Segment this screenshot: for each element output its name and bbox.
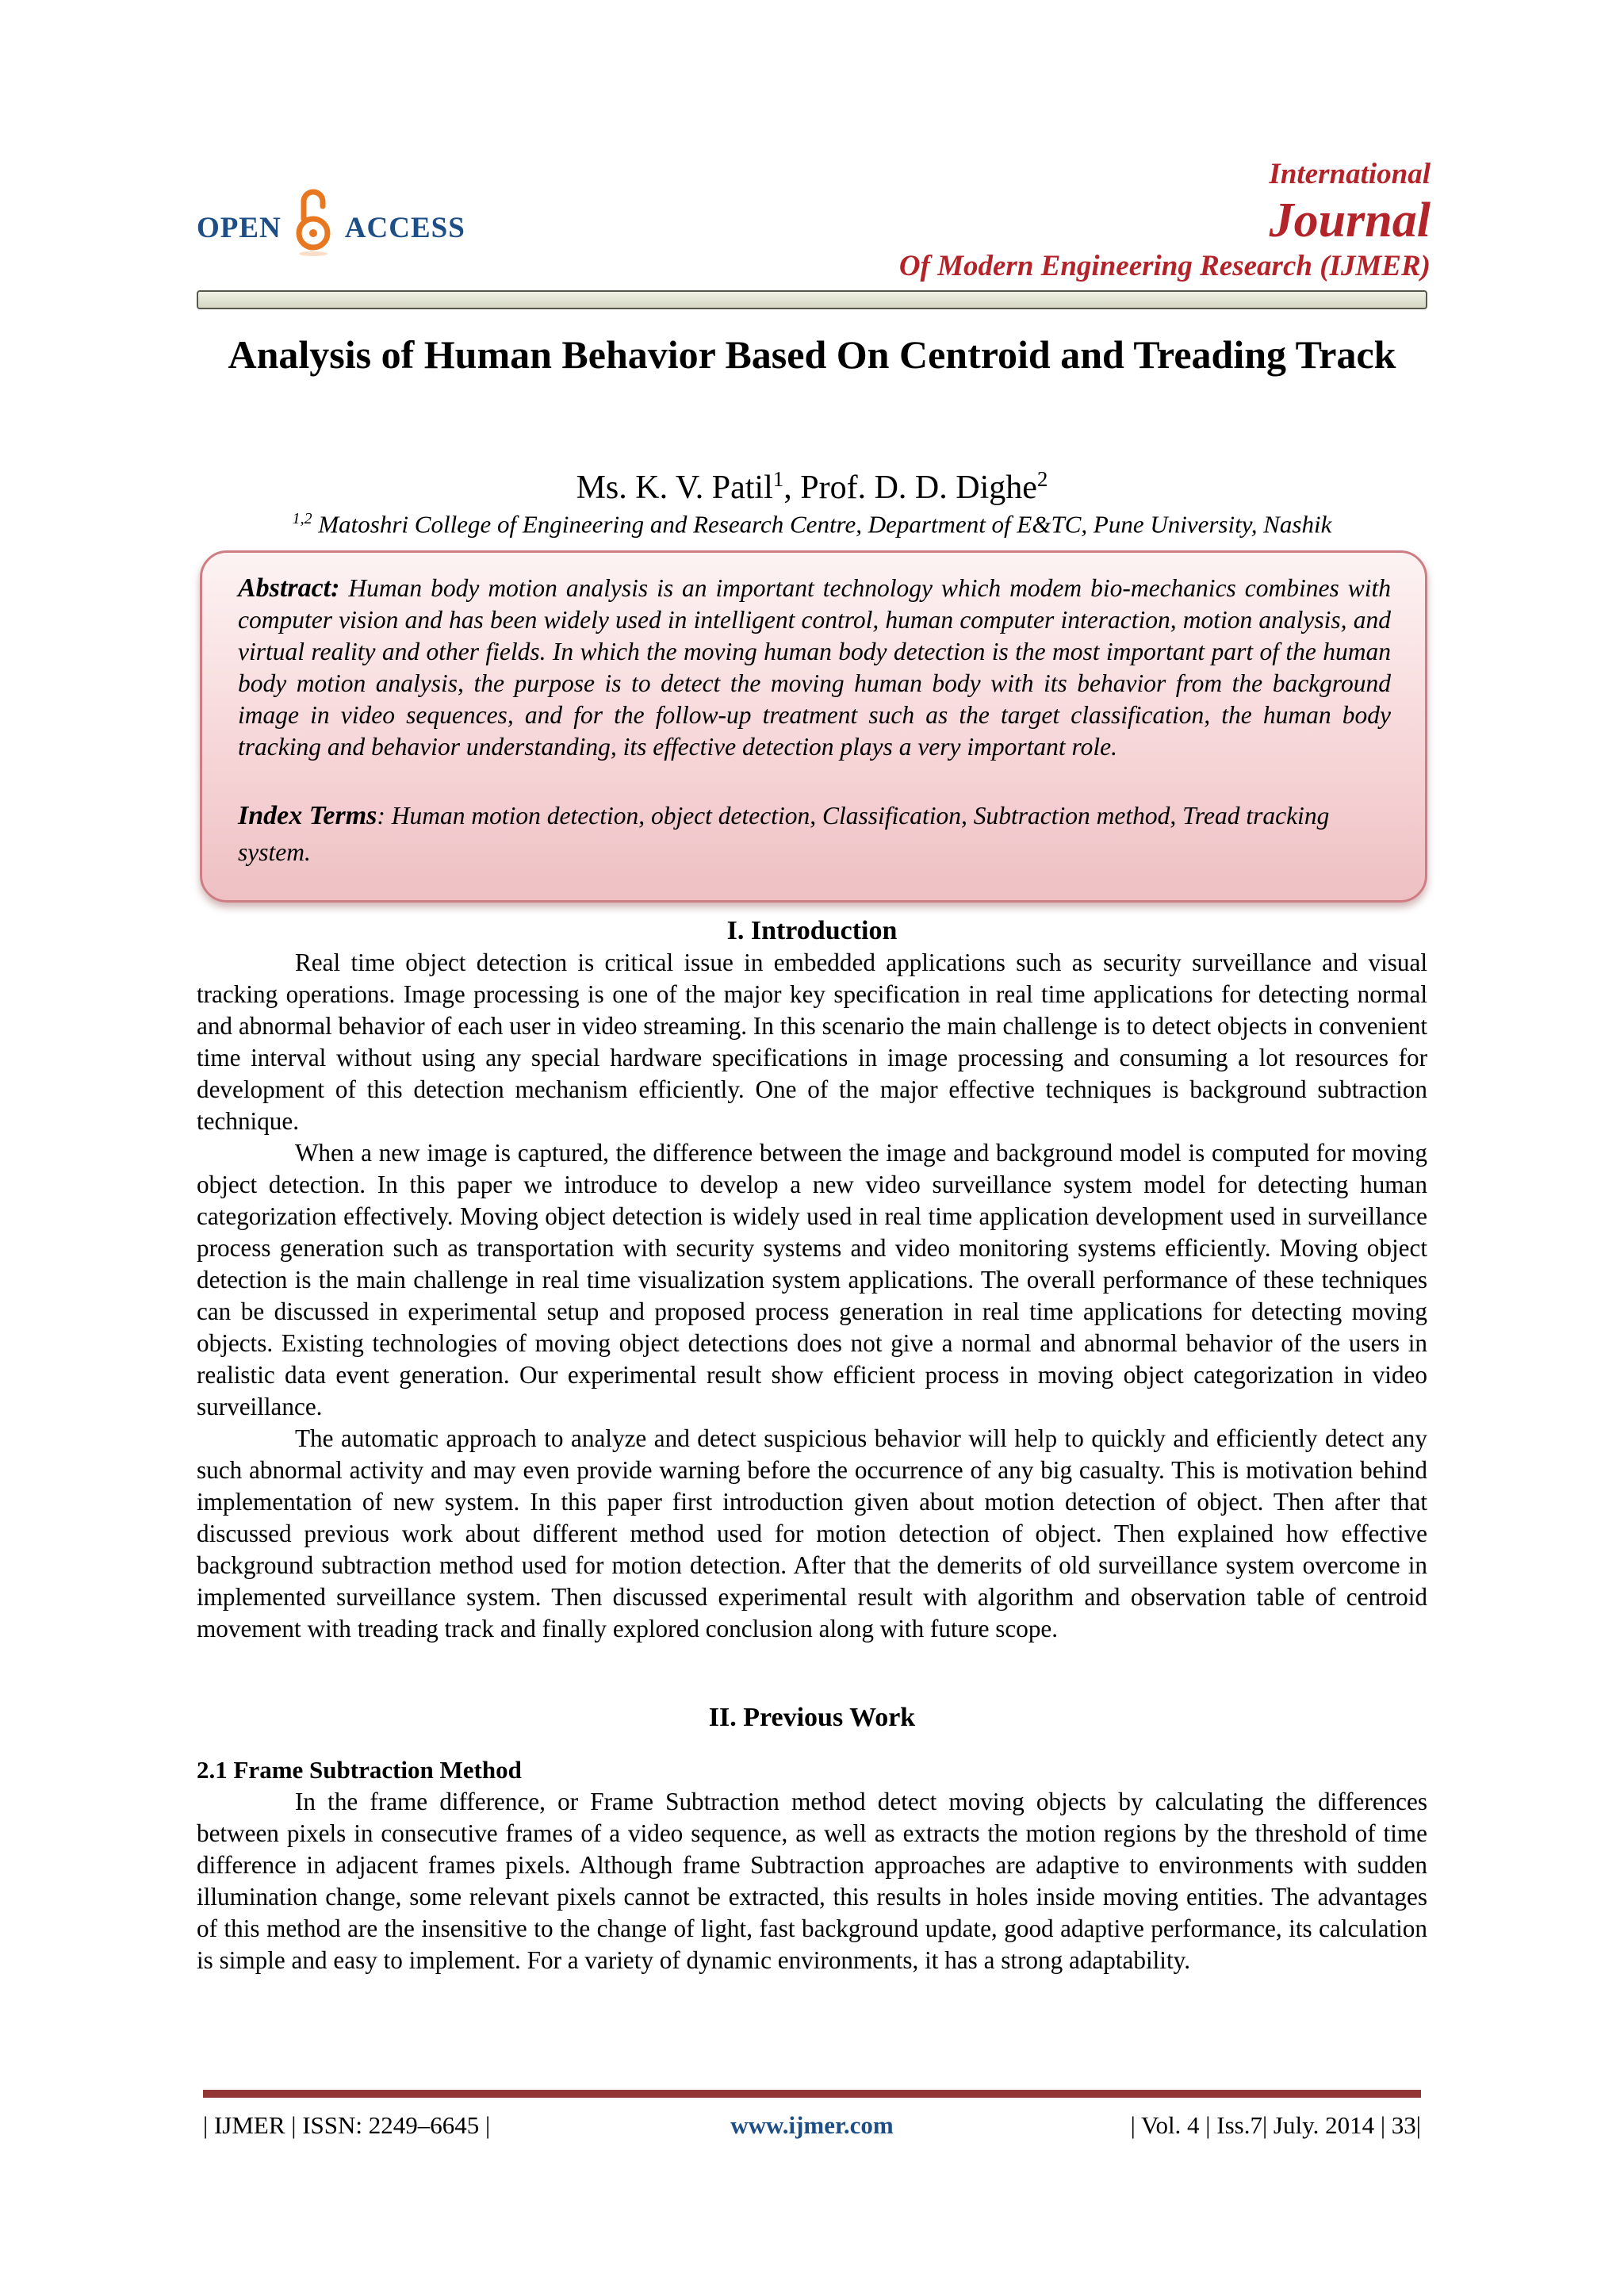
author-separator: , bbox=[783, 470, 801, 506]
section-heading-previous-work: II. Previous Work bbox=[708, 1703, 916, 1732]
footer-issn: | IJMER | ISSN: 2249–6645 | bbox=[203, 2111, 491, 2139]
open-access-text-left: OPEN bbox=[197, 211, 282, 244]
journal-line-journal: Journal bbox=[1269, 194, 1431, 247]
journal-masthead bbox=[899, 155, 1431, 286]
paragraph: In the frame difference, or Frame Subtraction method detect moving objects by calculating the differences between pixels in consecutive frames of a video sequence, as well as extracts the motion regions by the threshold of time difference in adjacent frames pixels. Although frame Subtraction approaches are adaptive to environments with sudden illumination change, some relevant pixels cannot be extracted, this results in holes inside moving entities. The advantages of this method are the insensitive to the change of light, fast background update, good adaptive performance, its calculation is simple and easy to implement. For a variety of dynamic environments, it has a strong adaptability. bbox=[197, 1788, 1427, 1974]
abstract bbox=[238, 573, 1391, 763]
footer-divider bbox=[203, 2090, 1421, 2098]
paper-title: Analysis of Human Behavior Based On Centroid and Treading Track bbox=[228, 332, 1396, 377]
footer-volume-page: | Vol. 4 | Iss.7| July. 2014 | 33| bbox=[1130, 2111, 1421, 2139]
abstract-body: Human body motion analysis is an important technology which modem bio-mechanics combines with computer vision and has been widely used in intelligent control, human computer interaction, motion analysis, and virtual reality and other fields. In which the moving human body detection is the most important part of the human body motion analysis, the purpose is to detect the moving human body with its behavior from the background image in video sequences, and for the follow-up treatment such as the target classification, the human body tracking and behavior understanding, its effective detection plays a very important role. bbox=[238, 574, 1391, 761]
journal-line-name: Of Modern Engineering Research (IJMER) bbox=[898, 250, 1431, 282]
open-access-text-right: ACCESS bbox=[344, 211, 465, 244]
footer-website-link[interactable]: www.ijmer.com bbox=[730, 2111, 894, 2139]
page-footer bbox=[203, 2110, 1421, 2141]
index-terms bbox=[238, 798, 1391, 871]
open-lock-icon bbox=[294, 184, 332, 259]
abstract-label: Abstract: bbox=[238, 573, 340, 603]
paragraph: When a new image is captured, the difference between the image and background model is computed for moving object detection. In this paper we introduce to develop a new video surveillance system model for detecting human categorization effectively. Moving object detection is widely used in real time application development used in surveillance process generation such as transportation with security systems and video monitoring systems efficiently. Moving object detection is the main challenge in real time visualization system applications. The overall performance of these techniques can be discussed in experimental setup and proposed process generation in real time applications for detecting moving objects. Existing technologies of moving object detections does not give a normal and abnormal behavior of the users in realistic data event generation. Our experimental result show efficient process in moving object categorization in video surveillance. bbox=[197, 1139, 1427, 1420]
journal-line-international: International bbox=[1269, 158, 1431, 190]
open-access-logo bbox=[197, 190, 465, 265]
author-line bbox=[197, 457, 1427, 510]
affiliation bbox=[197, 503, 1427, 540]
author-affil-mark: 1 bbox=[772, 467, 784, 491]
author-affil-mark: 2 bbox=[1036, 467, 1048, 491]
header-divider bbox=[197, 290, 1427, 309]
paragraph: The automatic approach to analyze and detect suspicious behavior will help to quickly and efficiently detect any such abnormal activity and may even provide warning before the occurrence of any big casualty. This is motivation behind implementation of new system. In this paper first introduction given about motion detection of object. Then after that discussed previous work about different method used for motion detection of object. Then explained how effective background subtraction method used for motion detection. After that the demerits of old surveillance system overcome in implemented surveillance system. Then discussed experimental result with algorithm and observation table of centroid movement with treading track and finally explored conclusion along with future scope. bbox=[197, 1424, 1427, 1642]
affiliation-mark: 1,2 bbox=[292, 510, 312, 527]
subsection-heading: 2.1 Frame Subtraction Method bbox=[197, 1756, 522, 1784]
index-terms-body: : Human motion detection, object detection, Classification, Subtraction method, Tread tracking system. bbox=[238, 802, 1330, 866]
section-heading-introduction: I. Introduction bbox=[726, 916, 898, 945]
index-terms-label: Index Terms bbox=[238, 801, 377, 830]
affiliation-text: Matoshri College of Engineering and Research Centre, Department of E&TC, Pune University, Nashik bbox=[312, 510, 1332, 539]
author-name: Ms. K. V. Patil bbox=[576, 470, 773, 506]
author-name: Prof. D. D. Dighe bbox=[800, 470, 1037, 506]
paragraph: Real time object detection is critical issue in embedded applications such as security surveillance and visual tracking operations. Image processing is one of the major key specification in real time applications for detecting normal and abnormal behavior of each user in video streaming. In this scenario the main challenge is to detect objects in convenient time interval without using any special hardware specifications in image processing and consuming a lot resources for development of this detection mechanism efficiently. One of the major effective techniques is background subtraction technique. bbox=[197, 949, 1427, 1135]
